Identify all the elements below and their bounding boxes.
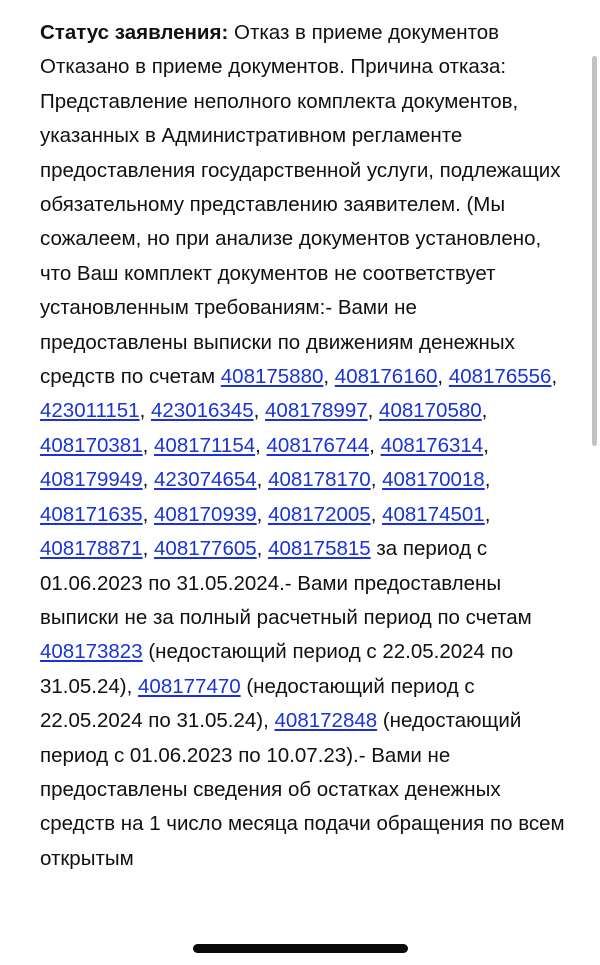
status-label: Статус заявления: bbox=[40, 21, 229, 44]
account-link[interactable]: 408176556 bbox=[448, 365, 552, 389]
account-link[interactable]: 408174501 bbox=[382, 502, 485, 526]
account-link[interactable]: 408179949 bbox=[40, 468, 143, 492]
account-link[interactable]: 408172005 bbox=[268, 502, 371, 526]
account-link[interactable]: 408177605 bbox=[154, 537, 257, 561]
account-link[interactable]: 423016345 bbox=[150, 399, 254, 423]
account-link[interactable]: 423074654 bbox=[154, 468, 257, 492]
account-link[interactable]: 408177470 bbox=[138, 674, 241, 698]
account-link[interactable]: 408176314 bbox=[380, 433, 484, 457]
account-link[interactable]: 408170381 bbox=[40, 433, 143, 457]
refusal-text: Отказано в приеме документов. Причина отказа: Представление неполного комплекта документов, указанных в Административном регламенте предоставления государственной услуги, подлежащих обязательному представлению заявителем. (Мы сожалеем, но при анализе документов установлено, что Ваш комплект документов не соответствует установленным требованиям:- Вами не предоставлены выписки по движениям денежных средств по счетам bbox=[40, 55, 561, 389]
account-link[interactable]: 408175880 bbox=[220, 365, 324, 389]
account-links-group-1: 408175880, 408176160, 408176556, 423011151, 423016345, 408178997, 408170580, 408170381, 408171154, 408176744, 408176314, 408179949, 423074654, 408178170, 408170018, 408171635, 408170939, 408172005, 408174501, 408178871, 408177605, 408175815 bbox=[40, 365, 558, 561]
account-link[interactable]: 408178871 bbox=[40, 537, 143, 561]
account-link[interactable]: 423011151 bbox=[40, 399, 140, 423]
account-link[interactable]: 408178170 bbox=[268, 468, 371, 492]
home-indicator[interactable] bbox=[193, 944, 408, 953]
missing-period-text: (недостающий период с 01.06.2023 по 10.07.23).- Вами не предоставлены сведения об остатках денежных средств на 1 число месяца подачи обращения по всем открытым bbox=[40, 709, 565, 870]
account-link[interactable]: 408171154 bbox=[154, 433, 256, 457]
account-link[interactable]: 408175815 bbox=[268, 537, 371, 561]
scrollbar[interactable] bbox=[592, 56, 597, 446]
account-link[interactable]: 408176160 bbox=[334, 365, 438, 389]
account-link[interactable]: 408172848 bbox=[274, 709, 378, 733]
account-link[interactable]: 408176744 bbox=[266, 433, 370, 457]
status-value: Отказ в приеме документов bbox=[234, 21, 500, 44]
account-link[interactable]: 408170580 bbox=[379, 399, 482, 423]
period-text: за период с 01.06.2023 по 31.05.2024.- Вами предоставлены выписки не за полный расчетный период по счетам bbox=[40, 537, 532, 629]
account-link[interactable]: 408178997 bbox=[265, 399, 368, 423]
account-link[interactable]: 408173823 bbox=[40, 640, 143, 664]
account-link[interactable]: 408170939 bbox=[154, 502, 257, 526]
account-link[interactable]: 408170018 bbox=[382, 468, 485, 492]
missing-period-text: (недостающий период с 22.05.2024 по 31.05.24), bbox=[40, 674, 475, 733]
missing-period-text: (недостающий период с 22.05.2024 по 31.05.24), bbox=[40, 640, 514, 698]
account-link[interactable]: 408171635 bbox=[40, 502, 143, 526]
application-status-text bbox=[40, 16, 570, 876]
